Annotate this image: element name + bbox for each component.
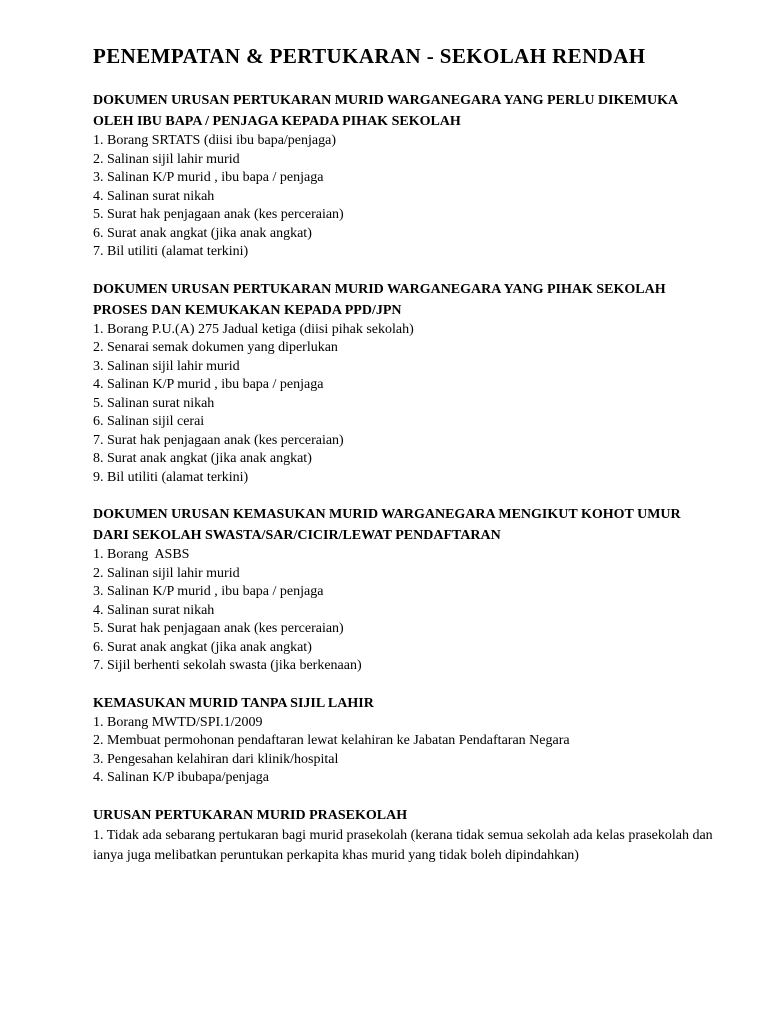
section-heading: URUSAN PERTUKARAN MURID PRASEKOLAH [93,807,408,823]
list-item: 3. Salinan K/P murid , ibu bapa / penjaga [93,170,324,185]
list-item: 5. Surat hak penjagaan anak (kes perceraian) [93,621,344,636]
section-heading: DOKUMEN URUSAN PERTUKARAN MURID WARGANEGARA YANG PIHAK SEKOLAH PROSES DAN KEMUKAKAN KEPADA PPD/JPN [93,281,666,318]
document-list [93,546,713,676]
document-page [93,40,713,883]
section-tanpa-sijil-lahir [93,693,713,788]
section-heading: DOKUMEN URUSAN KEMASUKAN MURID WARGANEGARA MENGIKUT KOHOT UMUR DARI SEKOLAH SWASTA/SAR/CICIR/LEWAT PENDAFTARAN [93,507,681,543]
section-prasekolah [93,805,713,866]
document-list [93,321,713,488]
document-list [93,826,713,866]
list-item: 2. Membuat permohonan pendaftaran lewat kelahiran ke Jabatan Pendaftaran Negara [93,733,570,748]
list-item: 7. Bil utiliti (alamat terkini) [93,244,249,259]
section-heading: KEMASUKAN MURID TANPA SIJIL LAHIR [93,695,374,711]
list-item: 6. Surat anak angkat (jika anak angkat) [93,225,312,241]
section-pertukaran-ibu-bapa [93,90,713,262]
list-item: 2. Salinan sijil lahir murid [93,151,240,167]
section-heading: DOKUMEN URUSAN PERTUKARAN MURID WARGANEGARA YANG PERLU DIKEMUKA OLEH IBU BAPA / PENJAGA KEPADA PIHAK SEKOLAH [93,93,678,129]
section-pertukaran-pihak-sekolah [93,279,713,488]
list-item: 1. Borang P.U.(A) 275 Jadual ketiga (diisi pihak sekolah) [93,321,414,337]
list-item: 6. Salinan sijil cerai [93,414,205,429]
list-item: 5. Salinan surat nikah [93,395,215,411]
list-item: 4. Salinan surat nikah [93,602,215,618]
list-item: 3. Salinan sijil lahir murid [93,358,240,374]
list-item: 1. Borang ASBS [93,547,190,562]
list-item: 1. Tidak ada sebarang pertukaran bagi murid prasekolah (kerana tidak semua sekolah ada kelas prasekolah dan ianya juga melibatkan peruntukan perkapita khas murid yang tidak boleh dipindahkan) [93,827,713,863]
list-item: 1. Borang SRTATS (diisi ibu bapa/penjaga) [93,133,337,148]
list-item: 4. Salinan K/P murid , ibu bapa / penjaga [93,377,324,392]
list-item: 1. Borang MWTD/SPI.1/2009 [93,714,263,730]
list-item: 7. Sijil berhenti sekolah swasta (jika berkenaan) [93,658,362,673]
list-item: 5. Surat hak penjagaan anak (kes perceraian) [93,207,344,222]
list-item: 4. Salinan surat nikah [93,188,215,204]
section-kemasukan-kohot-umur [93,504,713,676]
list-item: 8. Surat anak angkat (jika anak angkat) [93,451,312,466]
list-item: 6. Surat anak angkat (jika anak angkat) [93,639,312,655]
document-list [93,132,713,262]
list-item: 9. Bil utiliti (alamat terkini) [93,469,249,485]
list-item: 2. Salinan sijil lahir murid [93,565,240,581]
list-item: 3. Pengesahan kelahiran dari klinik/hospital [93,751,339,767]
document-title: PENEMPATAN & PERTUKARAN - SEKOLAH RENDAH [93,44,646,68]
list-item: 4. Salinan K/P ibubapa/penjaga [93,770,269,785]
list-item: 7. Surat hak penjagaan anak (kes perceraian) [93,432,344,448]
list-item: 3. Salinan K/P murid , ibu bapa / penjaga [93,584,324,599]
document-list [93,714,713,788]
list-item: 2. Senarai semak dokumen yang diperlukan [93,340,338,355]
